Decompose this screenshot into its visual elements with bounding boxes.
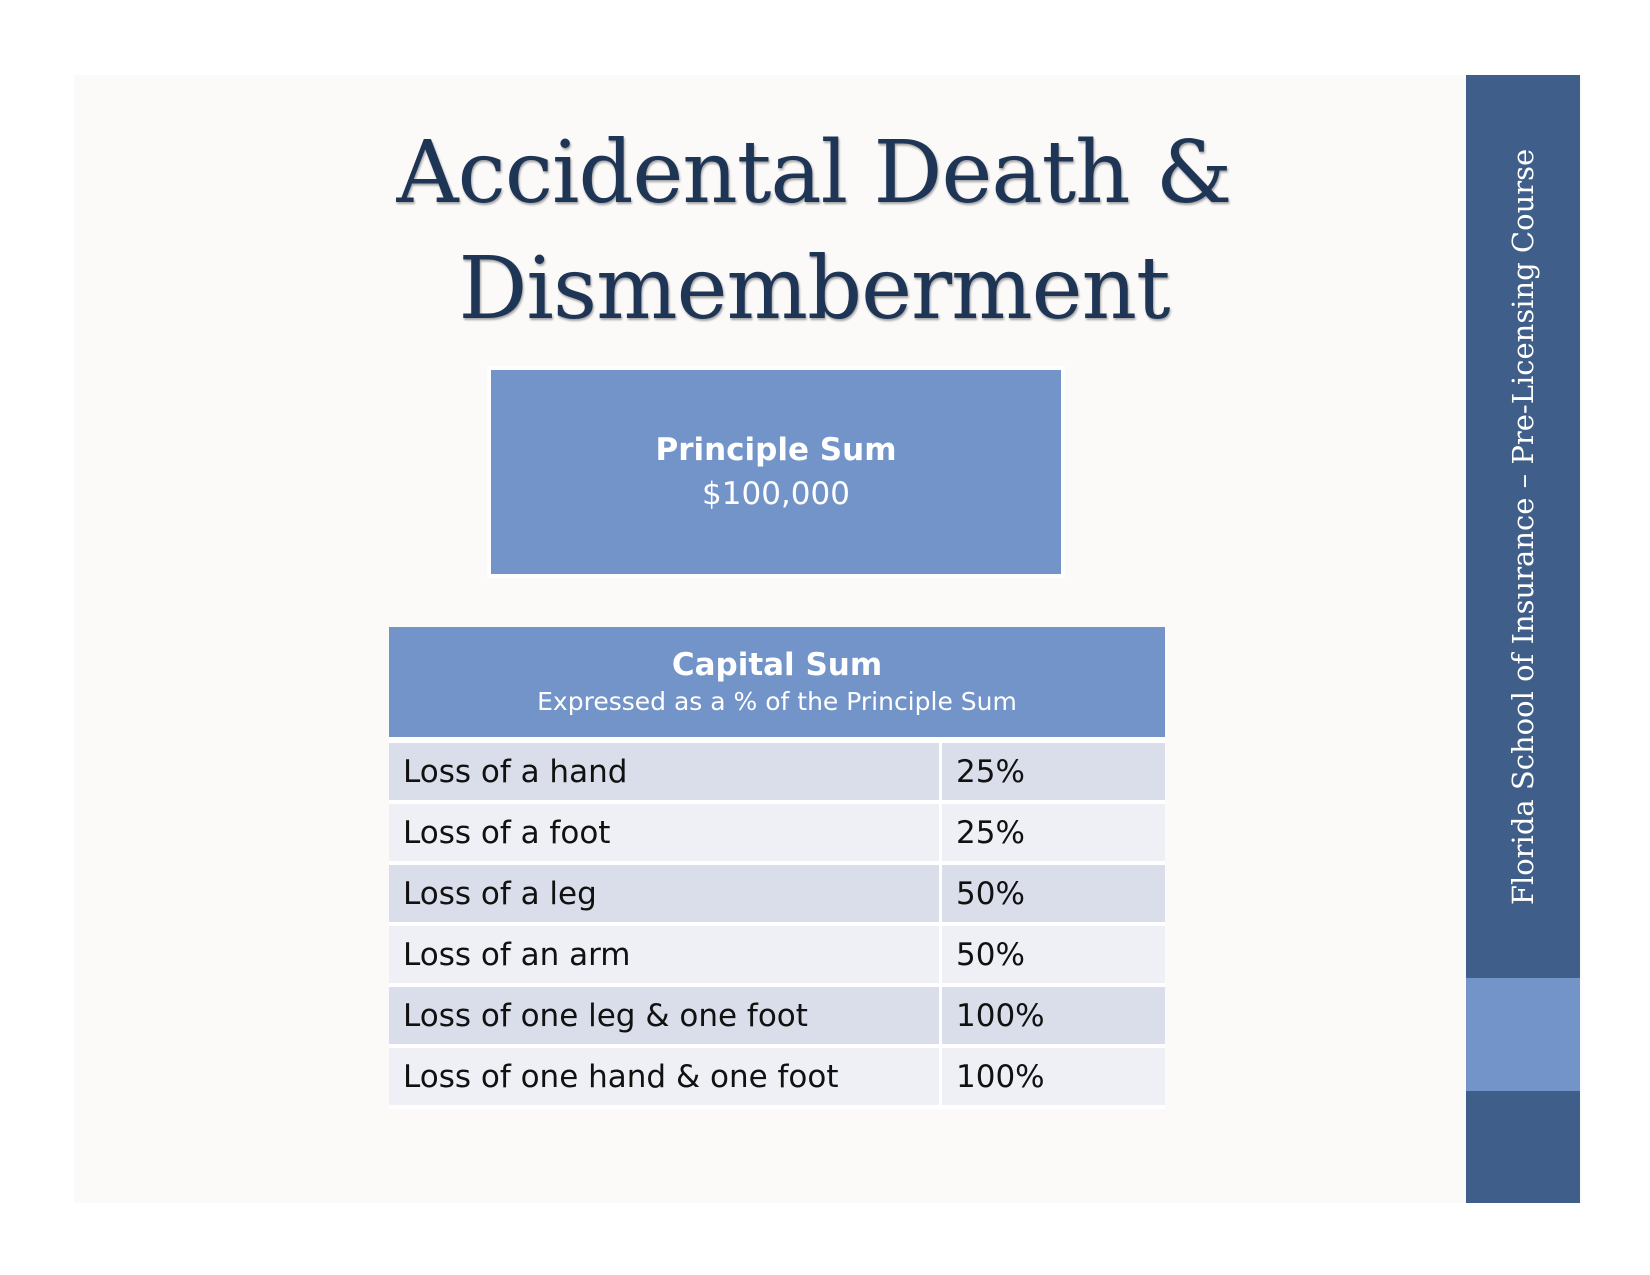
sidebar-course-label: Florida School of Insurance – Pre-Licensing Course [1506, 148, 1540, 906]
table-row [389, 863, 1165, 924]
capital-sum-title: Capital Sum [671, 647, 883, 683]
percent-cell: 25% [941, 740, 1166, 802]
table-row [389, 924, 1165, 985]
percent-cell: 100% [941, 985, 1166, 1046]
capital-sum-header [389, 627, 1165, 740]
capital-sum-subtitle: Expressed as a % of the Principle Sum [537, 687, 1017, 716]
percent-cell: 50% [941, 863, 1166, 924]
loss-cell: Loss of one leg & one foot [389, 985, 941, 1046]
principle-sum-label: Principle Sum [655, 432, 897, 468]
sidebar-band [1466, 75, 1580, 1203]
percent-cell: 25% [941, 802, 1166, 863]
sidebar-accent-block [1466, 978, 1580, 1091]
slide-title-line-2: Dismemberment [458, 239, 1170, 339]
table-row [389, 1046, 1165, 1107]
slide [74, 75, 1582, 1203]
table-row [389, 985, 1165, 1046]
loss-cell: Loss of one hand & one foot [389, 1046, 941, 1107]
percent-cell: 100% [941, 1046, 1166, 1107]
loss-cell: Loss of a leg [389, 863, 941, 924]
capital-sum-table [389, 627, 1165, 1109]
loss-cell: Loss of an arm [389, 924, 941, 985]
table-row [389, 802, 1165, 863]
principle-sum-box [490, 369, 1062, 575]
slide-title-line-1: Accidental Death & [396, 123, 1232, 223]
slide-title [374, 115, 1254, 347]
principle-sum-amount: $100,000 [702, 476, 850, 512]
loss-cell: Loss of a hand [389, 740, 941, 802]
percent-cell: 50% [941, 924, 1166, 985]
table-row [389, 740, 1165, 802]
table-header-row [389, 627, 1165, 740]
loss-cell: Loss of a foot [389, 802, 941, 863]
